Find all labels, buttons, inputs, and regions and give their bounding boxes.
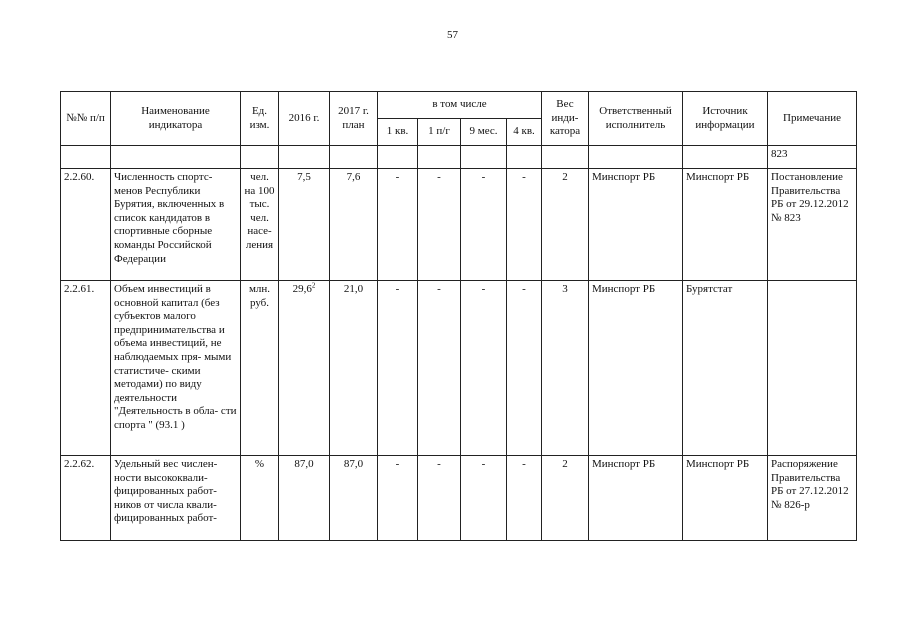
row-num: 2.2.60. bbox=[61, 169, 111, 281]
header-h1: 1 п/г bbox=[418, 119, 461, 146]
row-2017: 21,0 bbox=[330, 281, 378, 456]
header-num: №№ п/п bbox=[61, 92, 111, 146]
row-9m: - bbox=[461, 456, 507, 541]
row-2017: 7,6 bbox=[330, 169, 378, 281]
row-weight: 2 bbox=[542, 169, 589, 281]
indicators-table bbox=[60, 91, 857, 541]
row-9m: - bbox=[461, 281, 507, 456]
row-source: Минспорт РБ bbox=[683, 169, 768, 281]
header-weight: Вес инди- катора bbox=[542, 92, 589, 146]
row-name: Численность спортс- менов Республики Бурятия, включенных в список кандидатов в спортивные сборные команды Российской Федерации bbox=[111, 169, 241, 281]
row-unit: млн. руб. bbox=[241, 281, 279, 456]
row-name: Объем инвестиций в основной капитал (без субъектов малого предпринимательства и объема инвестиций, не наблюдаемых пря- мыми статистиче- скими методами) по виду деятельности "Деятельность в обла- сти спорта " (93.1 ) bbox=[111, 281, 241, 456]
table-row bbox=[61, 281, 857, 456]
page-number: 57 bbox=[447, 29, 458, 41]
row-2016: 87,0 bbox=[279, 456, 330, 541]
row-q1: - bbox=[378, 281, 418, 456]
header-2016: 2016 г. bbox=[279, 92, 330, 146]
row-num: 2.2.62. bbox=[61, 456, 111, 541]
row-q4: - bbox=[507, 169, 542, 281]
row-responsible: Минспорт РБ bbox=[589, 281, 683, 456]
row-source: Бурятстат bbox=[683, 281, 768, 456]
header-2017-plan: 2017 г. план bbox=[330, 92, 378, 146]
row-responsible: Минспорт РБ bbox=[589, 456, 683, 541]
row-h1: - bbox=[418, 169, 461, 281]
row-note: Постановление Правительства РБ от 29.12.2012 № 823 bbox=[768, 169, 857, 281]
row-h1: - bbox=[418, 456, 461, 541]
header-source: Источник информации bbox=[683, 92, 768, 146]
row-weight: 3 bbox=[542, 281, 589, 456]
row-q1: - bbox=[378, 169, 418, 281]
table-row bbox=[61, 456, 857, 541]
row-9m: - bbox=[461, 169, 507, 281]
header-note: Примечание bbox=[768, 92, 857, 146]
row-unit: % bbox=[241, 456, 279, 541]
row-num: 2.2.61. bbox=[61, 281, 111, 456]
header-9m: 9 мес. bbox=[461, 119, 507, 146]
header-q1: 1 кв. bbox=[378, 119, 418, 146]
row-2016 bbox=[279, 281, 330, 456]
row-h1: - bbox=[418, 281, 461, 456]
row-2017: 87,0 bbox=[330, 456, 378, 541]
row-weight: 2 bbox=[542, 456, 589, 541]
continuation-row bbox=[61, 146, 857, 169]
row-2016: 7,5 bbox=[279, 169, 330, 281]
row-q4: - bbox=[507, 456, 542, 541]
row-name: Удельный вес числен- ности высококвали- фицированных работ- ников от числа квали- фицированных работ- bbox=[111, 456, 241, 541]
row-responsible: Минспорт РБ bbox=[589, 169, 683, 281]
header-q4: 4 кв. bbox=[507, 119, 542, 146]
header-including: в том числе bbox=[378, 92, 542, 119]
header-unit: Ед. изм. bbox=[241, 92, 279, 146]
header-responsible: Ответственный исполнитель bbox=[589, 92, 683, 146]
continuation-note: 823 bbox=[768, 146, 857, 169]
header-row bbox=[61, 92, 857, 119]
row-q1: - bbox=[378, 456, 418, 541]
row-q4: - bbox=[507, 281, 542, 456]
header-name: Наименование индикатора bbox=[111, 92, 241, 146]
row-2016-value: 29,6 bbox=[292, 283, 312, 295]
row-2016-footnote: 2 bbox=[311, 281, 316, 290]
row-source: Минспорт РБ bbox=[683, 456, 768, 541]
row-unit: чел. на 100 тыс. чел. насе- ления bbox=[241, 169, 279, 281]
row-note bbox=[768, 281, 857, 456]
table-row bbox=[61, 169, 857, 281]
row-note: Распоряжение Правительства РБ от 27.12.2012 № 826-р bbox=[768, 456, 857, 541]
